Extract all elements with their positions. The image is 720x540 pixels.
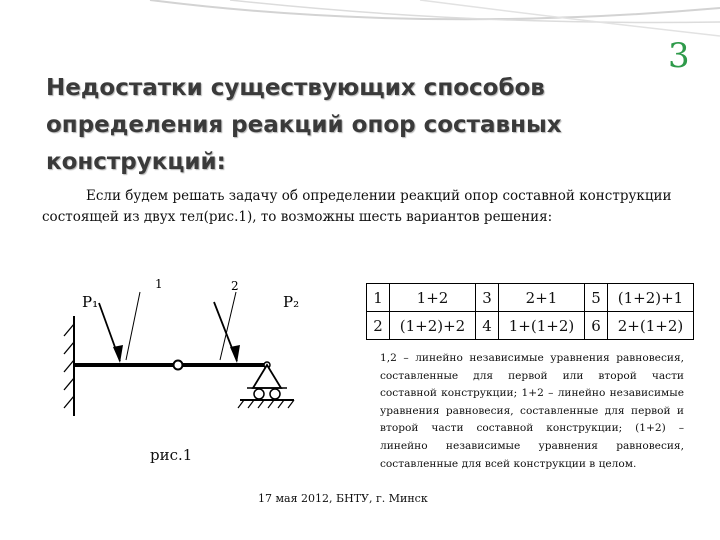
variant-number: 2	[367, 312, 390, 340]
variant-number: 4	[476, 312, 499, 340]
table-row	[367, 284, 694, 312]
variant-expression: 2+1	[499, 284, 585, 312]
roller-support	[253, 365, 281, 388]
footer-date-location: 17 мая 2012, БНТУ, г. Минск	[258, 492, 428, 505]
figure-caption: рис.1	[150, 446, 193, 464]
table-row	[367, 312, 694, 340]
beam-diagram	[60, 276, 360, 476]
label-p2: P₂	[283, 293, 300, 311]
variant-number: 5	[585, 284, 608, 312]
hinge	[174, 361, 183, 370]
slide-title: Недостатки существующих способов определения реакций опор составных конструкций:	[46, 75, 562, 175]
wall-hatching	[64, 324, 74, 408]
variant-number: 6	[585, 312, 608, 340]
label-p1: P₁	[82, 293, 99, 311]
variant-number: 3	[476, 284, 499, 312]
variant-expression: (1+2)+1	[608, 284, 694, 312]
variant-expression: 2+(1+2)	[608, 312, 694, 340]
variant-expression: (1+2)+2	[390, 312, 476, 340]
variants-table	[366, 283, 694, 340]
decorative-swoosh	[0, 0, 720, 80]
variant-expression: 1+(1+2)	[499, 312, 585, 340]
label-body1: 1	[155, 277, 163, 291]
explanation-text: 1,2 – линейно независимые уравнения равновесия, составленные для первой или второй части составной конструкции; 1+2 – линейно независимые уравнения равновесия, составленные для первой и второй части составной конструкции; (1+2) – линейно независимые уравнения равновесия, составленные для всей конструкции в целом.	[380, 352, 684, 470]
ground-hatching	[238, 400, 294, 408]
variant-expression: 1+2	[390, 284, 476, 312]
label-body2: 2	[231, 279, 239, 293]
slide-number: 3	[668, 36, 690, 76]
variant-number: 1	[367, 284, 390, 312]
leader-line-body1	[126, 292, 140, 360]
intro-paragraph: Если будем решать задачу об определении реакций опор составной конструкции состоящей из двух тел(рис.1), то возможны шесть вариантов решения:	[42, 188, 672, 225]
